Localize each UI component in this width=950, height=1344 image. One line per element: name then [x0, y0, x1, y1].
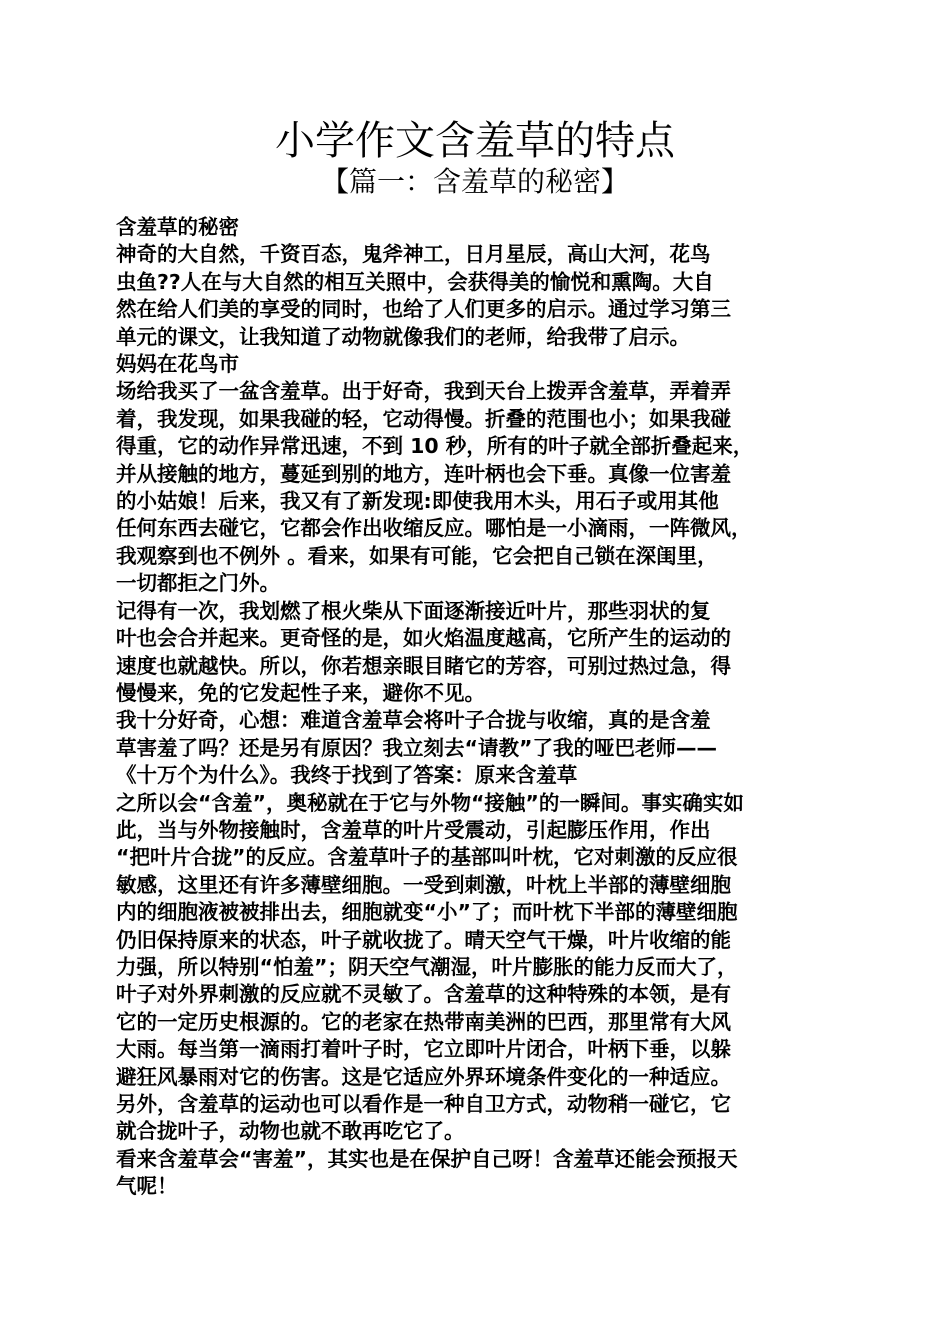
text-line: 速度也就越快。所以，你若想亲眼目睹它的芳容，可别过热过急，得: [116, 653, 731, 678]
text-line: 敏感，这里还有许多薄壁细胞。一受到刺激，叶枕上半部的薄壁细胞: [116, 872, 731, 897]
text-line: 我十分好奇，心想：难道含羞草会将叶子合拢与收缩，真的是含羞: [116, 708, 711, 733]
text-line: 气呢！: [116, 1174, 178, 1199]
text-line: 叶子对外界刺激的反应就不灵敏了。含羞草的这种特殊的本领，是有: [116, 982, 731, 1007]
text-line: 妈妈在花鸟市: [116, 352, 239, 377]
text-line: 草害羞了吗？还是另有原因？我立刻去“请教”了我的哑巴老师——: [116, 735, 717, 760]
document-title: 小学作文含羞草的特点: [275, 118, 675, 164]
text-line: 单元的课文，让我知道了动物就像我们的老师，给我带了启示。: [116, 324, 690, 349]
text-line: 此，当与外物接触时，含羞草的叶片受震动，引起膨压作用，作出: [116, 817, 711, 842]
text-line: 神奇的大自然，千资百态，鬼斧神工，日月星辰，高山大河，花鸟: [116, 242, 711, 267]
text-line: 一切都拒之门外。: [116, 571, 280, 596]
text-line: 然在给人们美的享受的同时，也给了人们更多的启示。通过学习第三: [116, 297, 731, 322]
text-line: “把叶片合拢”的反应。含羞草叶子的基部叫叶枕，它对刺激的反应很: [116, 845, 738, 870]
text-line: 它的一定历史根源的。它的老家在热带南美洲的巴西，那里常有大风: [116, 1009, 731, 1034]
text-line: 看来含羞草会“害羞”，其实也是在保护自己呀！含羞草还能会预报天: [116, 1146, 738, 1171]
text-line: 任何东西去碰它，它都会作出收缩反应。哪怕是一小滴雨，一阵微风，: [116, 516, 752, 541]
text-line: 得重，它的动作异常迅速，不到 10 秒，所有的叶子就全部折叠起来，: [116, 434, 754, 459]
text-line: 另外，含羞草的运动也可以看作是一种自卫方式，动物稍一碰它，它: [116, 1092, 731, 1116]
text-line: 叶也会合并起来。更奇怪的是，如火焰温度越高，它所产生的运动的: [116, 626, 731, 651]
text-line: 大雨。每当第一滴雨打着叶子时，它立即叶片闭合，叶柄下垂，以躲: [116, 1037, 731, 1062]
text-line: 仍旧保持原来的状态，叶子就收拢了。晴天空气干燥，叶片收缩的能: [116, 927, 731, 952]
document-subtitle: 【篇一：含羞草的秘密】: [320, 165, 629, 198]
text-line: 的小姑娘！后来，我又有了新发现:即使我用木头，用石子或用其他: [116, 489, 719, 514]
text-line: 含羞草的秘密: [116, 215, 239, 239]
text-line: 避狂风暴雨对它的伤害。这是它适应外界环境条件变化的一种适应。: [116, 1064, 731, 1089]
text-line: 记得有一次，我划燃了根火柴从下面逐渐接近叶片，那些羽状的复: [116, 598, 711, 623]
text-line: 慢慢来，免的它发起性子来，避你不见。: [116, 680, 485, 705]
text-line: 并从接触的地方，蔓延到别的地方，连叶柄也会下垂。真像一位害羞: [116, 461, 731, 486]
text-line: 《十万个为什么》。我终于找到了答案：原来含羞草: [116, 763, 578, 788]
text-line: 我观察到也不例外 。看来，如果有可能，它会把自己锁在深闺里，: [116, 543, 718, 568]
essay-body: [116, 214, 846, 1201]
text-line: 场给我买了一盆含羞草。出于好奇，我到天台上拨弄含羞草，弄着弄: [116, 379, 731, 404]
text-line: 着，我发现，如果我碰的轻，它动得慢。折叠的范围也小；如果我碰: [116, 406, 731, 431]
text-line: 虫鱼??人在与大自然的相互关照中，会获得美的愉悦和熏陶。大自: [116, 269, 714, 294]
text-line: 内的细胞液被被排出去，细胞就变“小”了；而叶枕下半部的薄壁细胞: [116, 900, 738, 925]
text-line: 力强，所以特别“怕羞”；阴天空气潮湿，叶片膨胀的能力反而大了，: [116, 954, 738, 979]
text-line: 之所以会“含羞”，奥秘就在于它与外物“接触”的一瞬间。事实确实如: [116, 790, 744, 815]
text-line: 就合拢叶子，动物也就不敢再吃它了。: [116, 1119, 465, 1144]
